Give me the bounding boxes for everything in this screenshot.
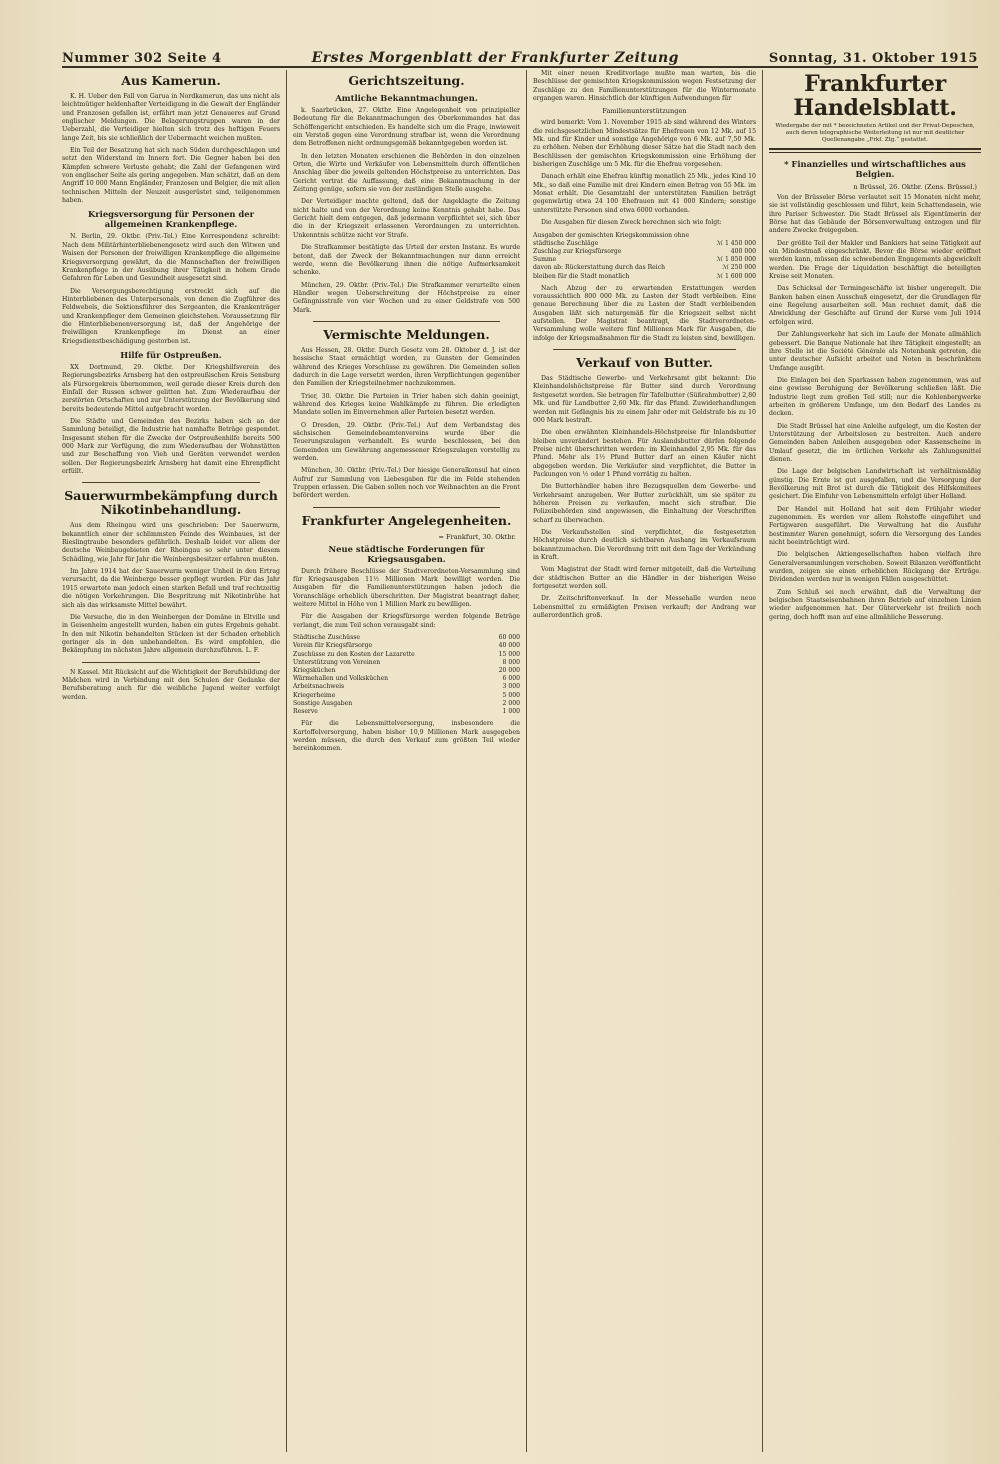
table-row <box>293 659 520 667</box>
handelsblatt-masthead: Frankfurter Handelsblatt. <box>793 71 957 121</box>
masthead-note: Wiedergabe der mit * bezeichneten Artikel und der Privat-Depeschen, auch deren telegraphische Weiterleitung ist nur mit deutlicher Quellenangabe „Frkf. Ztg.“ gestattet. <box>775 123 975 143</box>
table-row-value: ℳ 1 450 000 <box>716 239 756 247</box>
table-row-value: 5 000 <box>502 691 520 699</box>
article-paragraph: k. Saarbrücken, 27. Oktbr. Eine Angelegenheit von prinzipieller Bedeutung für die Bekanntmachungen des Oberkommandos hat das Schöffengericht entschieden. Es handelte sich um die Frage, inwieweit ein Verstoß gegen eine Verordnung strafbar ist, wenn die Verordnung dem Betroffenen nicht ordnungsgemäß bekanntgegeben worden ist. <box>293 107 520 148</box>
article-paragraph: Für die Ausgaben der Kriegsfürsorge werden folgende Beträge verlangt, die zum Teil schon verausgabt sind: <box>293 613 520 629</box>
dateline: n Brüssel, 26. Oktbr. (Zens. Brüssel.) <box>853 183 977 191</box>
subhead-familienunterstuetzungen: Familienunterstützungen <box>602 107 687 116</box>
article-divider <box>82 482 260 483</box>
table-row-value: ℳ 250 000 <box>722 264 756 272</box>
article-paragraph: Die Einlagen bei den Sparkassen haben zugenommen, was auf eine gewisse Beruhigung der Bevölkerung schließen läßt. Die Industrie liegt zum großen Teil still; nur die Kohlenbergwerke arbeiten in größerem Umfange, um den Bedarf des Landes zu decken. <box>769 376 981 418</box>
article-paragraph: Die Ausgaben für diesen Zweck berechnen sich wie folgt: <box>541 219 722 227</box>
table-row-value: 60 000 <box>498 634 520 642</box>
newspaper-title: Erstes Morgenblatt der Frankfurter Zeitung <box>311 50 679 66</box>
column-1 <box>62 70 280 1452</box>
article-paragraph: Der größte Teil der Makler und Bankiers hat seine Tätigkeit auf ein Mindestmaß eingeschränkt. Bevor die Börse wieder eröffnet werden kann, müssen die schwebenden Engagements abgewickelt werden. Die Frage der Liquidation beschäftigt die beteiligten Kreise seit Monaten. <box>769 239 981 281</box>
article-paragraph: Vom Magistrat der Stadt wird ferner mitgeteilt, daß die Verteilung der städtischen Butter an die Händler in der bisherigen Weise fortgesetzt werden soll. <box>533 566 756 591</box>
table-row-value: 3 000 <box>502 683 520 691</box>
table-row-label: Unterstützung von Vereinen <box>293 658 381 666</box>
page-number: Nummer 302 Seite 4 <box>62 51 222 66</box>
table-row-label: Arbeitsnachweis <box>293 683 345 691</box>
article-paragraph: XX Dortmund, 29. Oktbr. Der Kriegshilfsverein des Regierungsbezirks Arnsberg hat den ostpreußischen Kreis Sensburg als Fürsorgekreis übernommen, weil gerade dieser Kreis durch den Einfall der Russen schwer gelitten hat. Zum Wiederaufbau der zerstörten Ortschaften und zur Unterstützung der Bevölkerung sind bereits bedeutende Mittel aufgebracht worden. <box>62 363 280 413</box>
table-row <box>293 708 520 716</box>
table-row <box>293 700 520 708</box>
article-paragraph: Die Städte und Gemeinden des Bezirks haben sich an der Sammlung beteiligt, die Industrie hat namhafte Beträge gespendet. Insgesamt stehen für die Zwecke der Ostpreußenhilfe bereits 500 000 Mark zur Verfügung, die zum Wiederaufbau der Wohnstätten und zur Beschaffung von Vieh und Geräten verwendet werden sollen. Der Regierungsbezirk Arnsberg hat damit eine Ehrenpflicht erfüllt. <box>62 418 280 476</box>
article-paragraph: Für die Lebensmittelversorgung, insbesondere die Kartoffelversorgung, haben bisher 10,9 Millionen Mark ausgegeben werden müssen, die durch den Verkauf zum größten Teil wieder hereinkommen. <box>293 720 520 753</box>
table-row-value: ℳ 1 850 000 <box>716 256 756 264</box>
headline-vermischte: Vermischte Meldungen. <box>323 326 490 342</box>
article-paragraph: Die Butterhändler haben ihre Bezugsquellen dem Gewerbe- und Verkehrsamt anzugeben. Wer Butter zurückhält, um sie später zu höheren Preisen zu verkaufen, macht sich strafbar. Die Polizeibehörden sind angewiesen, die Einhaltung der Vorschriften scharf zu überwachen. <box>533 483 756 524</box>
article-divider <box>553 349 736 350</box>
table-row-label: Zuschüsse zu den Kosten der Lazarette <box>293 650 415 658</box>
table-row-label: Reserve <box>293 707 318 715</box>
article-paragraph: Die Stadt Brüssel hat eine Anleihe aufgelegt, um die Kosten der Unterstützung der Arbeitslosen zu bestreiten. Auch andere Gemeinden haben Anleihen ausgegeben oder Kassenscheine in Umlauf gesetzt, die im örtlichen Verkehr als Zahlungsmittel dienen. <box>769 422 981 463</box>
article-paragraph: O Dresden, 29. Oktbr. (Priv.-Tel.) Auf dem Verbandstag des sächsischen Gemeindebeamtenvereins wurde über die Teuerungszulagen verhandelt. Es wurde beschlossen, bei den Gemeinden um Gewährung angemessener Kriegszulagen vorstellig zu werden. <box>293 421 520 463</box>
headline-gerichtszeitung: Gerichtszeitung. <box>348 73 465 88</box>
article-paragraph: Im Jahre 1914 hat der Sauerwurm weniger Unheil in den Ertrag verursacht, da die Weinberge besser gepflegt wurden. Für das Jahr 1915 erwartete man jedoch einen starken Befall und traf rechtzeitig die nötigen Vorkehrungen. Die Bespritzung mit Nikotinbrühe hat sich als das wirksamste Mittel bewährt. <box>62 568 280 609</box>
table-row <box>293 634 520 642</box>
table-row-label: Kriegsküchen <box>293 666 336 674</box>
table-row-label: Ausgaben der gemischten Kriegskommission ohne städtische Zuschläge <box>533 231 690 247</box>
article-paragraph: Die Lage der belgischen Landwirtschaft ist verhältnismäßig günstig. Die Ernte ist gut ausgefallen, und die Versorgung der Bevölkerung mit Brot ist durch die Tätigkeit des Hilfskomitees gesichert. Die Einfuhr von Lebensmitteln erfolgt über Holland. <box>769 468 981 501</box>
headline-kriegsversorgung: Kriegsversorgung für Personen der allgemeinen Krankenpflege. <box>87 209 255 230</box>
table-row <box>293 675 520 683</box>
article-paragraph: Die belgischen Aktiengesellschaften haben vielfach ihre Generalversammlungen verschoben. Soweit Bilanzen veröffentlicht wurden, zeigen sie einen erheblichen Rückgang der Erträge. Dividenden werden nur in wenigen Fällen ausgeschüttet. <box>769 551 981 584</box>
headline-belgien: * Finanzielles und wirtschaftliches aus Belgien. <box>784 159 966 179</box>
table-row <box>533 256 756 264</box>
article-paragraph: Durch frühere Beschlüsse der Stadtverordneten-Versammlung sind für Kriegsausgaben 11½ Millionen Mark bewilligt worden. Die Ausgaben für die Familienunterstützungen haben jedoch die Voranschläge erheblich überschritten. Der Magistrat beantragt daher, weitere Mittel in Höhe von 1 Million Mark zu bewilligen. <box>293 567 520 609</box>
article-paragraph: Ein Teil der Besatzung hat sich nach Süden durchgeschlagen und setzt den Widerstand im Innern fort. Die Gegner haben bei den Kämpfen schwere Verluste gehabt; die Zahl der Gefangenen wird von englischer Seite als gering angegeben. Man schätzt, daß an dem Angriff 10 000 Mann Engländer, Franzosen und Belgier, die mit allen technischen Mitteln der Neuzeit ausgerüstet sind, teilgenommen haben. <box>62 147 280 205</box>
table-row <box>293 692 520 700</box>
column-rule <box>762 70 763 1452</box>
article-paragraph: Aus dem Rheingau wird uns geschrieben: Der Sauerwurm, bekanntlich einer der schlimmsten Feinde des Weinbaues, ist der Rieslingtraube besonders gefährlich. Deshalb leidet vor allem der deutsche Weinbaugebieten der Rheingau so sehr unter diesem Schädling, wie Jahr für Jahr die Weinbergsbesitzer erfahren mußten. <box>62 522 280 563</box>
article-paragraph: Aus Hessen, 28. Oktbr. Durch Gesetz vom 28. Oktober d. J. ist der hessische Staat ermächtigt worden, zu Gunsten der Gemeinden während des Krieges Vorschüsse zu gewähren. Die Gemeinden sollen dadurch in die Lage versetzt werden, ihren Verpflichtungen gegenüber den Familien der Kriegsteilnehmer nachzukommen. <box>293 346 520 388</box>
headline-butter: Verkauf von Butter. <box>576 355 713 371</box>
article-paragraph: K. H. Ueber den Fall von Garua in Nordkamerun, das uns nicht als leichtmütiger heldenhafter Verteidigung in die Gewalt der Engländer und Franzosen gefallen ist, erfährt man jetzt Genaueres auf Grund englischer Meldungen. Die Belagerungstruppen waren in der Ueberzahl, die Verteidiger hielten sich trotz des heftigen Feuers lange Zeit, bis sie schließlich der Uebermacht weichen mußten. <box>62 93 280 142</box>
table-row-label: bleiben für die Stadt monatlich <box>533 272 630 280</box>
subhead-bekanntmachungen: Amtliche Bekanntmachungen. <box>335 93 478 103</box>
table-row <box>533 273 756 281</box>
table-row-label: davon ab: Rückerstattung durch das Reich <box>533 264 666 272</box>
column-2 <box>293 70 520 1452</box>
table-row-label: Zuschlag zur Kriegsfürsorge <box>533 247 622 255</box>
article-paragraph: Die Versorgungsberechtigung erstreckt sich auf die Hinterbliebenen des Unterpersonals, von denen die Zugführer des Feldwebels, die Sektionsführer des Sergeanten, die Krankenträger und Krankenpfleger dem Gemeinen gleichstehen. Voraussetzung für die Hinterbliebenenversorgung ist, daß der Angehörige der freiwilligen Krankenpflege im Dienst an einer Kriegsdienstbeschädigung gestorben ist. <box>62 287 280 345</box>
table-row-label: Summe <box>533 256 557 264</box>
article-paragraph: Das Städtische Gewerbe- und Verkehrsamt gibt bekannt: Die Kleinhandelshöchstpreise für Butter sind durch Verordnung festgesetzt worden. Sie betragen für Tafelbutter (Süßrahmbutter) 2,80 Mk. und für Landbutter 2,60 Mk. für das Pfund. Zuwiderhandlungen werden mit Gefängnis bis zu einem Jahr oder mit Geldstrafe bis zu 10 000 Mark bestraft. <box>533 375 756 424</box>
table-row-label: Sonstige Ausgaben <box>293 699 353 707</box>
article-paragraph: Nach Abzug der zu erwartenden Erstattungen werden voraussichtlich 800 000 Mk. zu Lasten der Stadt verbleiben. Eine genaue Berechnung über die zu Lasten der Stadt verbleibenden Ausgaben läßt sich naturgemäß für die Kriegszeit selbst nicht aufstellen. Der Magistrat beantragt, die Stadtverordneten-Versammlung wolle weitere fünf Millionen Mark für Ausgaben, die infolge der Kriegsmaßnahmen für die Stadt zu leisten sind, bewilligen. <box>533 284 756 342</box>
table-row-label: Städtische Zuschüsse <box>293 634 360 642</box>
article-paragraph: N Kassel. Mit Rücksicht auf die Wichtigkeit der Berufsbildung der Mädchen wird in Verbindung mit den Schulen der Gedanke der Berufsberatung auch für die weibliche Jugend weiter verfolgt werden. <box>62 668 280 701</box>
column-rule <box>286 70 287 1452</box>
table-row-value: 6 000 <box>502 675 520 683</box>
column-rule <box>526 70 527 1452</box>
table-row <box>293 642 520 650</box>
article-paragraph: Dr. Zeitschriftenverkauf. In der Messehalle wurden neue Lebensmittel zu ermäßigten Preisen verkauft; der Andrang war außerordentlich groß. <box>533 595 756 620</box>
article-paragraph: Mit einer neuen Kreditvorlage mußte man warten, bis die Beschlüsse der gemischten Kriegskommission wegen Festsetzung der Zuschläge zu den Familienunterstützungen für die Wintermonate ergangen waren. Hinsichtlich der künftigen Aufwendungen für <box>533 70 756 103</box>
article-paragraph: wird bemerkt: Vom 1. November 1915 ab sind während des Winters die reichsgesetzlichen Mindestsätze für Ehefrauen von 12 Mk. auf 15 Mk. und für Kinder und sonstige Angehörige von 6 Mk. auf 7,50 Mk. zu erhöhen. Neben der Erhöhung dieser Sätze hat die Stadt nach den Beschlüssen der gemischten Kriegskommission eine Erhöhung der bisherigen Zuschläge um 5 Mk. für die Ehefrau vorgesehen. <box>533 119 756 169</box>
table-row-label: Kriegerheime <box>293 691 336 699</box>
dateline: = Frankfurt, 30. Oktbr. <box>438 532 516 541</box>
table-row-value: 40 000 <box>498 642 520 650</box>
table-row-value: ℳ 1 600 000 <box>716 272 756 280</box>
headline-sauerwurm: Sauerwurmbekämpfung durch Nikotinbehandlung. <box>64 488 278 518</box>
headline-kamerun: Aus Kamerun. <box>121 73 221 88</box>
column-4 <box>769 70 981 1452</box>
table-row <box>533 248 756 256</box>
table-row-label: Wärmehallen und Volksküchen <box>293 675 389 683</box>
subhead-kriegsausgaben: Neue städtische Forderungen für Kriegsausgaben. <box>328 543 485 564</box>
table-row-value: 20 000 <box>498 666 520 674</box>
article-paragraph: Zum Schluß sei noch erwähnt, daß die Verwaltung der belgischen Staatseisenbahnen ihren Betrieb auf einzelnen Linien wieder aufgenommen hat. Der Güterverkehr ist freilich noch gering, doch hofft man auf eine allmähliche Besserung. <box>769 588 981 621</box>
article-paragraph: Von der Brüsseler Börse verlautet seit 15 Monaten nicht mehr, sie ist vollständig geschlossen und führt, kein Schattendasein, wie ihre Pariser Schwester. Die Stadt Brüssel als Eigentümerin der Börse hat das Gebäude der Börsenverwaltung entzogen und für andere Zwecke freigegeben. <box>769 194 981 235</box>
page-columns <box>62 70 981 1452</box>
article-divider <box>313 507 500 508</box>
article-paragraph: Der Zahlungsverkehr hat sich im Laufe der Monate allmählich gebessert. Die Banque Nationale hat ihre Tätigkeit eingestellt; an ihre Stelle ist die Société Générale als Notenbank getreten, die unter deutscher Aufsicht arbeitet und Noten in beschränktem Umfange ausgibt. <box>769 331 981 372</box>
headline-ostpreussen: Hilfe für Ostpreußen. <box>120 349 222 360</box>
article-paragraph: München, 29. Oktbr. (Priv.-Tel.) Die Strafkammer verurteilte einen Händler wegen Ueberschreitung der Höchstpreise zu einer Gefängnisstrafe von vier Wochen und zu einer Geldstrafe von 500 Mark. <box>293 281 520 314</box>
article-paragraph: Die Verkaufsstellen sind verpflichtet, die festgesetzten Höchstpreise durch deutlich sichtbaren Aushang im Verkaufsraum bekanntzumachen. Die Verordnung tritt mit dem Tage der Verkündung in Kraft. <box>533 528 756 561</box>
article-paragraph: Der Verteidiger machte geltend, daß der Angeklagte die Zeitung nicht halte und von der Verordnung keine Kenntnis gehabt habe. Das Gericht hielt dem entgegen, daß jedermann verpflichtet sei, sich über die in der Kriegszeit erlassenen Verordnungen zu unterrichten. Unkenntnis schütze nicht vor Strafe. <box>293 198 520 239</box>
table-row-value: 400 000 <box>730 247 756 255</box>
table-row-value: 1 000 <box>502 707 520 715</box>
table-row-value: 15 000 <box>498 650 520 658</box>
table-row-label: Verein für Kriegsfürsorge <box>293 642 373 650</box>
table-row <box>293 667 520 675</box>
headline-frankfurter-angelegenheiten: Frankfurter Angelegenheiten. <box>301 512 512 528</box>
article-paragraph: Danach erhält eine Ehefrau künftig monatlich 25 Mk., jedes Kind 10 Mk., so daß eine Familie mit drei Kindern einen Betrag von 55 Mk. im Monat erhält. Die Gesamtzahl der unterstützten Familien beträgt gegenwärtig etwa 24 100 Ehefrauen mit 41 000 Kindern; sonstige unterstützte Personen sind etwa 6000 vorhanden. <box>533 173 756 214</box>
article-paragraph: In den letzten Monaten erschienen die Behörden in den einzelnen Orten, die Wirte und Verkäufer von Lebensmitteln durch öffentlichen Anschlag über die jeweils geltenden Höchstpreise zu unterrichten. Das Gericht vertrat die Auffassung, daß eine Bekanntmachung in der Zeitung genüge, sofern sie von der zuständigen Stelle ausgehe. <box>293 152 520 194</box>
table-row <box>293 651 520 659</box>
table-row <box>533 232 756 248</box>
article-paragraph: Der Handel mit Holland hat seit dem Frühjahr wieder zugenommen. Es werden vor allem Rohstoffe eingeführt und Fertigwaren ausgeführt. Die Verwaltung hat die Ausfuhr bestimmter Waren genehmigt, sofern die Versorgung des Landes nicht beeinträchtigt wird. <box>769 505 981 547</box>
article-paragraph: München, 30. Oktbr. (Priv.-Tel.) Der hiesige Generalkonsul hat einen Aufruf zur Sammlung von Liebesgaben für die im Felde stehenden Truppen erlassen. Die Gaben sollen noch vor Weihnachten an die Front befördert werden. <box>293 467 520 500</box>
article-paragraph: Trier, 30. Oktbr. Die Parteien in Trier haben sich dahin geeinigt, während des Krieges keine Wahlkämpfe zu führen. Die erledigten Mandate sollen im Einvernehmen aller Parteien besetzt werden. <box>293 392 520 417</box>
expense-table <box>293 634 520 716</box>
article-paragraph: Das Schicksal der Termingeschäfte ist bisher ungeregelt. Die Banken haben einen Ausschuß eingesetzt, der die Grundlagen für eine Regelung ausarbeiten soll. Man rechnet damit, daß die Abwicklung der Geschäfte auf Grund der Kurse vom Juli 1914 erfolgen wird. <box>769 285 981 326</box>
masthead-rule <box>769 148 981 153</box>
article-paragraph: Die Versuche, die in den Weinbergen der Domäne in Eltville und in Geisenheim angestellt wurden, haben ein gutes Ergebnis gehabt. In den mit Nikotin behandelten Stücken ist der Schaden erheblich geringer als in den unbehandelten. Es wird empfohlen, die Bekämpfung im nächsten Jahre allgemein durchzuführen. L. F. <box>62 613 280 655</box>
article-divider <box>313 321 500 322</box>
article-paragraph: N. Berlin, 29. Oktbr. (Priv.-Tel.) Eine Korrespondenz schreibt: Nach dem Militärhinterbliebenengesetz wird auch den Witwen und Waisen der Personen der freiwilligen Krankenpflege die allgemeine Kriegsversorgung gewährt, da die Mannschaften der freiwilligen Krankenpflege in der Ausübung ihrer Tätigkeit in hohem Grade Gefahren für Leben und Gesundheit ausgesetzt sind. <box>62 233 280 283</box>
article-divider <box>82 662 260 663</box>
article-paragraph: Die oben erwähnten Kleinhandels-Höchstpreise für Inlandsbutter bleiben unverändert bestehen. Für Auslandsbutter dürfen folgende Preise nicht überschritten werden: im Kleinhandel 2,95 Mk. für das Pfund. Mehr als 1½ Pfund Butter darf an einen Käufer nicht abgegeben werden. Die Verkäufer sind verpflichtet, die Butter in Packungen von ½ oder 1 Pfund vorrätig zu halten. <box>533 429 756 478</box>
column-3 <box>533 70 756 1452</box>
issue-date: Sonntag, 31. Oktober 1915 <box>768 51 978 66</box>
support-budget-table <box>533 232 756 281</box>
table-row-value: 2 000 <box>502 699 520 707</box>
running-head <box>62 40 978 68</box>
table-row-value: 8 000 <box>502 658 520 666</box>
article-paragraph: Die Strafkammer bestätigte das Urteil der ersten Instanz. Es wurde betont, daß der Zweck der Bekanntmachungen nur dann erreicht werde, wenn die Bevölkerung ihnen die nötige Aufmerksamkeit schenke. <box>293 244 520 277</box>
table-row <box>533 264 756 272</box>
table-row <box>293 683 520 691</box>
